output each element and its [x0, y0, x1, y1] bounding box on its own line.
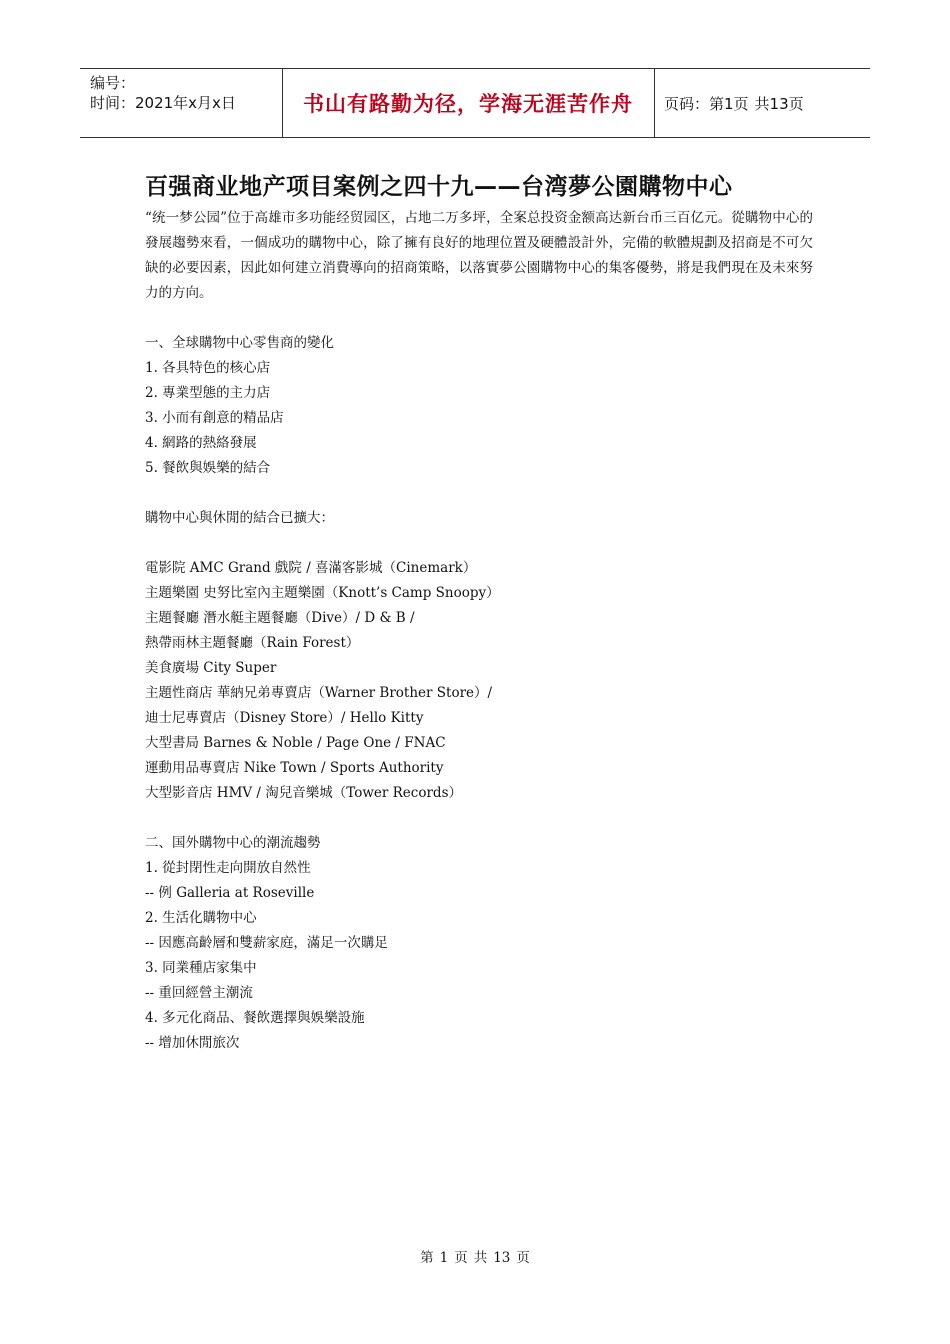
list-item: 2. 專業型態的主力店	[145, 385, 271, 401]
list-item: 主題樂園 史努比室內主題樂園（Knott’s Camp Snoopy）	[145, 585, 500, 601]
list-item: 2. 生活化購物中心	[145, 910, 257, 926]
section-heading: 購物中心與休閒的結合已擴大：	[145, 510, 334, 526]
header-divider	[654, 69, 655, 137]
spacer	[145, 806, 813, 831]
spacer	[145, 481, 813, 506]
list-item: -- 例 Galleria at Roseville	[145, 885, 315, 901]
header-page-info	[664, 69, 810, 137]
header-meta	[90, 73, 236, 113]
list-item: 5. 餐飲與娛樂的結合	[145, 460, 271, 476]
number-label: 编号：	[90, 74, 136, 92]
time-label: 时间：2021年x月x日	[90, 94, 236, 112]
page-label: 页码：第1页	[664, 94, 749, 113]
section-heading: 一、全球購物中心零售商的變化	[145, 335, 334, 351]
list-item: 主題性商店 華納兄弟專賣店（Warner Brother Store）/	[145, 685, 493, 701]
list-item: 迪士尼專賣店（Disney Store）/ Hello Kitty	[145, 710, 424, 726]
spacer	[145, 531, 813, 556]
list-item: 4. 網路的熱絡發展	[145, 435, 257, 451]
footer-page-word: 页	[454, 1250, 468, 1266]
list-item: -- 重回經營主潮流	[145, 985, 253, 1001]
list-item: 主題餐廳 潛水艇主題餐廳（Dive）/ D & B /	[145, 610, 415, 626]
list-item: 大型影音店 HMV / 淘兒音樂城（Tower Records）	[145, 785, 463, 801]
list-item: 熱帶雨林主題餐廳（Rain Forest）	[145, 635, 360, 651]
total-label: 共13页	[754, 94, 804, 113]
intro-paragraph: “统一梦公园”位于高雄市多功能经贸园区，占地二万多坪，全案总投资金额高达新台币三百亿元。從購物中心的發展趨勢來看，一個成功的購物中心，除了擁有良好的地理位置及硬體設計外，完備的軟體規劃及招商是不可欠缺的必要因素，因此如何建立消費導向的招商策略，以落實夢公園購物中心的集客優勢，將是我們現在及未來努力的方向。	[145, 210, 813, 301]
footer-total-pages: 13	[493, 1250, 511, 1266]
list-item: 1. 各具特色的核心店	[145, 360, 271, 376]
page-header	[80, 68, 870, 138]
list-item: 3. 同業種店家集中	[145, 960, 257, 976]
document-body	[145, 206, 813, 1056]
list-item: 電影院 AMC Grand 戲院 / 喜滿客影城（Cinemark）	[145, 560, 477, 576]
list-item: 美食廣場 City Super	[145, 660, 277, 676]
document-title: 百强商业地产项目案例之四十九——台湾夢公園購物中心	[145, 174, 733, 200]
list-item: -- 因應高齡層和雙薪家庭，滿足一次購足	[145, 935, 388, 951]
list-item: -- 增加休閒旅次	[145, 1035, 240, 1051]
list-item: 1. 從封閉性走向開放自然性	[145, 860, 311, 876]
footer-page-prefix: 第	[420, 1250, 434, 1266]
section-heading: 二、国外購物中心的潮流趨勢	[145, 835, 321, 851]
footer-page-number: 1	[439, 1250, 449, 1266]
list-item: 大型書局 Barnes & Noble / Page One / FNAC	[145, 735, 446, 751]
footer-total-prefix: 共	[473, 1250, 488, 1266]
list-item: 4. 多元化商品、餐飲選擇與娛樂設施	[145, 1010, 365, 1026]
page-footer	[0, 1246, 950, 1266]
spacer	[145, 306, 813, 331]
list-item: 運動用品專賣店 Nike Town / Sports Authority	[145, 760, 444, 776]
footer-total-word: 页	[516, 1250, 530, 1266]
header-motto: 书山有路勤为径，学海无涯苦作舟	[303, 92, 633, 116]
list-item: 3. 小而有創意的精品店	[145, 410, 284, 426]
